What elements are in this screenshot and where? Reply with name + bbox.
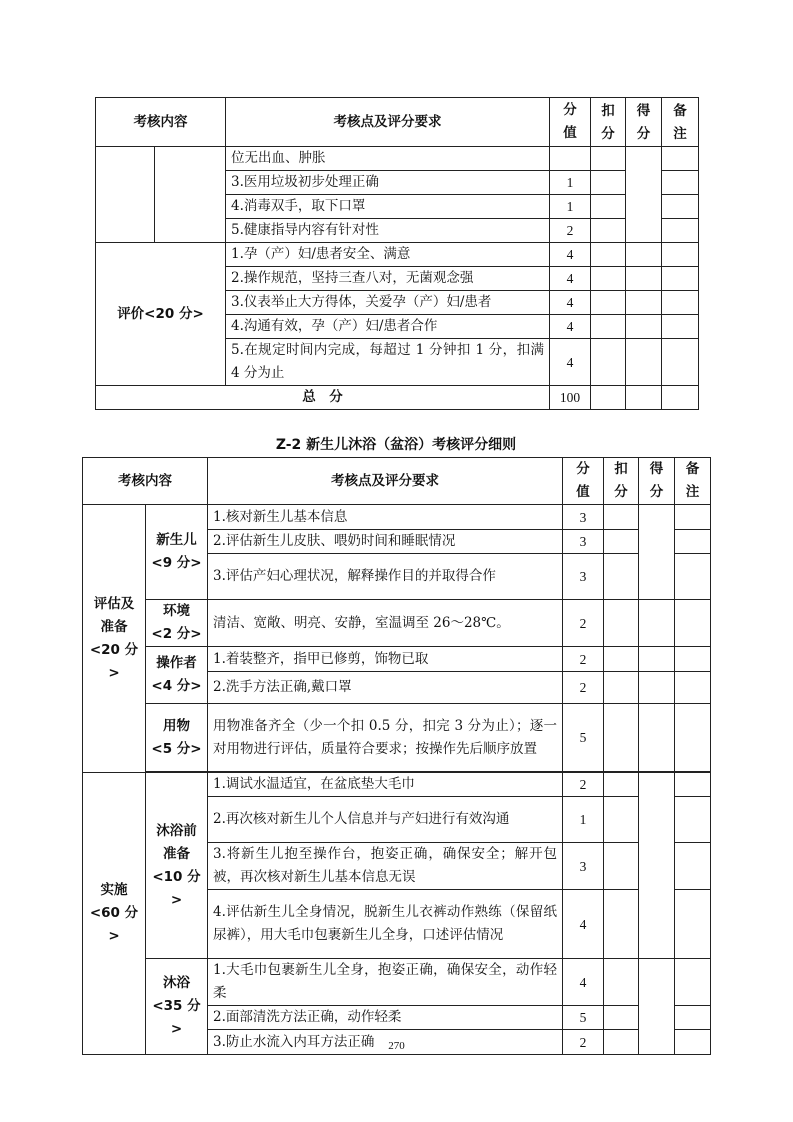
deduct-cell bbox=[604, 530, 639, 554]
note-cell bbox=[675, 554, 711, 600]
note-cell bbox=[662, 147, 699, 171]
criteria-cell: 位无出血、肿胀 bbox=[226, 147, 550, 171]
criteria-cell: 5.在规定时间内完成，每超过 1 分钟扣 1 分，扣满 4 分为止 bbox=[226, 339, 550, 386]
note-cell bbox=[662, 171, 699, 195]
got-cell bbox=[639, 505, 675, 600]
deduct-cell bbox=[604, 600, 639, 647]
criteria-cell: 2.面部清洗方法正确，动作轻柔 bbox=[208, 1006, 563, 1030]
deduct-cell bbox=[591, 315, 626, 339]
total-row bbox=[96, 386, 699, 410]
deduct-cell bbox=[604, 890, 639, 959]
note-cell bbox=[662, 219, 699, 243]
note-cell bbox=[675, 600, 711, 647]
operator-label: 操作者 <4 分> bbox=[146, 647, 208, 704]
deduct-cell bbox=[604, 647, 639, 672]
table-header-row bbox=[83, 458, 711, 505]
score-cell: 5 bbox=[563, 704, 604, 772]
section-assess-prep-label: 评估及 准备 <20 分> bbox=[83, 505, 146, 773]
criteria-cell: 3.评估产妇心理状况，解释操作目的并取得合作 bbox=[208, 554, 563, 600]
score-cell: 2 bbox=[563, 600, 604, 647]
total-score: 100 bbox=[550, 386, 591, 410]
header-content: 考核内容 bbox=[96, 98, 226, 147]
score-cell: 3 bbox=[563, 554, 604, 600]
got-cell bbox=[626, 147, 662, 243]
table-row bbox=[83, 959, 711, 1006]
header-note: 备 注 bbox=[675, 458, 711, 505]
got-cell bbox=[639, 647, 675, 672]
header-criteria: 考核点及评分要求 bbox=[208, 458, 563, 505]
page-number: 270 bbox=[388, 1040, 405, 1052]
table2-title: Z-2 新生儿沐浴（盆浴）考核评分细则 bbox=[275, 437, 517, 453]
criteria-cell: 1.着装整齐，指甲已修剪，饰物已取 bbox=[208, 647, 563, 672]
criteria-cell: 1.调试水温适宜，在盆底垫大毛巾 bbox=[208, 773, 563, 797]
got-cell bbox=[626, 315, 662, 339]
score-cell: 4 bbox=[550, 315, 591, 339]
note-cell bbox=[662, 291, 699, 315]
score-cell: 2 bbox=[550, 219, 591, 243]
score-cell: 4 bbox=[563, 959, 604, 1006]
deduct-cell bbox=[591, 291, 626, 315]
section-implement-label: 实施 <60 分> bbox=[83, 773, 146, 1055]
header-deduct: 扣 分 bbox=[591, 98, 626, 147]
score-cell bbox=[550, 147, 591, 171]
prebath-label: 沐浴前 准备 <10 分> bbox=[146, 773, 208, 959]
table-row bbox=[83, 773, 711, 797]
score-cell: 3 bbox=[563, 843, 604, 890]
newborn-label: 新生儿 <9 分> bbox=[146, 505, 208, 600]
criteria-cell: 3.将新生儿抱至操作台，抱姿正确，确保安全；解开包被，再次核对新生儿基本信息无误 bbox=[208, 843, 563, 890]
deduct-cell bbox=[591, 219, 626, 243]
criteria-cell: 5.健康指导内容有针对性 bbox=[226, 219, 550, 243]
score-cell: 4 bbox=[550, 267, 591, 291]
note-cell bbox=[675, 843, 711, 890]
deduct-cell bbox=[591, 147, 626, 171]
table-row bbox=[83, 505, 711, 530]
header-score: 分 值 bbox=[550, 98, 591, 147]
table-row bbox=[83, 647, 711, 672]
criteria-cell: 2.洗手方法正确,戴口罩 bbox=[208, 672, 563, 704]
score-cell: 4 bbox=[550, 291, 591, 315]
score-cell: 2 bbox=[563, 647, 604, 672]
got-cell bbox=[639, 704, 675, 772]
header-criteria: 考核点及评分要求 bbox=[226, 98, 550, 147]
table-row bbox=[96, 147, 699, 171]
deduct-cell bbox=[604, 797, 639, 843]
header-got: 得 分 bbox=[626, 98, 662, 147]
score-cell: 4 bbox=[563, 890, 604, 959]
criteria-cell: 1.大毛巾包裹新生儿全身，抱姿正确，确保安全，动作轻柔 bbox=[208, 959, 563, 1006]
score-cell: 2 bbox=[563, 773, 604, 797]
note-cell bbox=[675, 672, 711, 704]
score-cell: 4 bbox=[550, 243, 591, 267]
criteria-cell: 4.沟通有效，孕（产）妇/患者合作 bbox=[226, 315, 550, 339]
note-cell bbox=[662, 195, 699, 219]
note-cell bbox=[662, 267, 699, 291]
note-cell bbox=[662, 386, 699, 410]
criteria-cell: 1.孕（产）妇/患者安全、满意 bbox=[226, 243, 550, 267]
deduct-cell bbox=[591, 267, 626, 291]
criteria-cell: 用物准备齐全（少一个扣 0.5 分，扣完 3 分为止）；逐一对用物进行评估，质量符合要求；按操作先后顺序放置 bbox=[208, 704, 563, 772]
note-cell bbox=[675, 773, 711, 797]
deduct-cell bbox=[604, 505, 639, 530]
table-header-row bbox=[96, 98, 699, 147]
table-row bbox=[83, 704, 711, 772]
deduct-cell bbox=[591, 195, 626, 219]
empty-cell bbox=[96, 147, 155, 243]
deduct-cell bbox=[591, 386, 626, 410]
note-cell bbox=[675, 647, 711, 672]
deduct-cell bbox=[591, 171, 626, 195]
score-cell: 4 bbox=[550, 339, 591, 386]
note-cell bbox=[675, 797, 711, 843]
deduct-cell bbox=[604, 959, 639, 1006]
deduct-cell bbox=[591, 339, 626, 386]
score-cell: 1 bbox=[550, 195, 591, 219]
criteria-cell: 3.仪表举止大方得体，关爱孕（产）妇/患者 bbox=[226, 291, 550, 315]
criteria-cell: 4.评估新生儿全身情况，脱新生儿衣裤动作熟练（保留纸尿裤），用大毛巾包裹新生儿全身，口述评估情况 bbox=[208, 890, 563, 959]
deduct-cell bbox=[604, 672, 639, 704]
note-cell bbox=[662, 315, 699, 339]
newborn-bath-scoring-table bbox=[82, 457, 711, 1055]
criteria-cell: 1.核对新生儿基本信息 bbox=[208, 505, 563, 530]
note-cell bbox=[662, 339, 699, 386]
score-cell: 2 bbox=[563, 1030, 604, 1055]
bath-label: 沐浴 <35 分> bbox=[146, 959, 208, 1055]
deduct-cell bbox=[604, 1006, 639, 1030]
header-note: 备 注 bbox=[662, 98, 699, 147]
deduct-cell bbox=[604, 554, 639, 600]
environment-label: 环境 <2 分> bbox=[146, 600, 208, 647]
deduct-cell bbox=[604, 773, 639, 797]
header-got: 得 分 bbox=[639, 458, 675, 505]
note-cell bbox=[662, 243, 699, 267]
score-cell: 2 bbox=[563, 672, 604, 704]
criteria-cell: 3.防止水流入内耳方法正确 bbox=[208, 1030, 563, 1055]
note-cell bbox=[675, 959, 711, 1006]
table-row bbox=[83, 600, 711, 647]
deduct-cell bbox=[591, 243, 626, 267]
criteria-cell: 2.再次核对新生儿个人信息并与产妇进行有效沟通 bbox=[208, 797, 563, 843]
criteria-cell: 3.医用垃圾初步处理正确 bbox=[226, 171, 550, 195]
got-cell bbox=[626, 339, 662, 386]
deduct-cell bbox=[604, 704, 639, 772]
header-score: 分 值 bbox=[563, 458, 604, 505]
criteria-cell: 4.消毒双手，取下口罩 bbox=[226, 195, 550, 219]
got-cell bbox=[626, 267, 662, 291]
scoring-table-continued bbox=[95, 97, 699, 410]
empty-cell bbox=[155, 147, 226, 243]
note-cell bbox=[675, 890, 711, 959]
score-cell: 1 bbox=[550, 171, 591, 195]
note-cell bbox=[675, 704, 711, 772]
criteria-cell: 2.操作规范，坚持三查八对，无菌观念强 bbox=[226, 267, 550, 291]
note-cell bbox=[675, 1006, 711, 1030]
got-cell bbox=[626, 243, 662, 267]
score-cell: 1 bbox=[563, 797, 604, 843]
note-cell bbox=[675, 505, 711, 530]
got-cell bbox=[626, 291, 662, 315]
table-row bbox=[96, 243, 699, 267]
got-cell bbox=[639, 600, 675, 647]
header-content: 考核内容 bbox=[83, 458, 208, 505]
eval-label: 评价<20 分> bbox=[96, 243, 226, 386]
header-deduct: 扣 分 bbox=[604, 458, 639, 505]
criteria-cell: 清洁、宽敞、明亮、安静，室温调至 26～28℃。 bbox=[208, 600, 563, 647]
deduct-cell bbox=[604, 843, 639, 890]
got-cell bbox=[626, 386, 662, 410]
score-cell: 5 bbox=[563, 1006, 604, 1030]
score-cell: 3 bbox=[563, 530, 604, 554]
total-label: 总 分 bbox=[96, 386, 550, 410]
supplies-label: 用物 <5 分> bbox=[146, 704, 208, 772]
got-cell bbox=[639, 672, 675, 704]
criteria-cell: 2.评估新生儿皮肤、喂奶时间和睡眠情况 bbox=[208, 530, 563, 554]
note-cell bbox=[675, 530, 711, 554]
got-cell bbox=[639, 773, 675, 959]
score-cell: 3 bbox=[563, 505, 604, 530]
